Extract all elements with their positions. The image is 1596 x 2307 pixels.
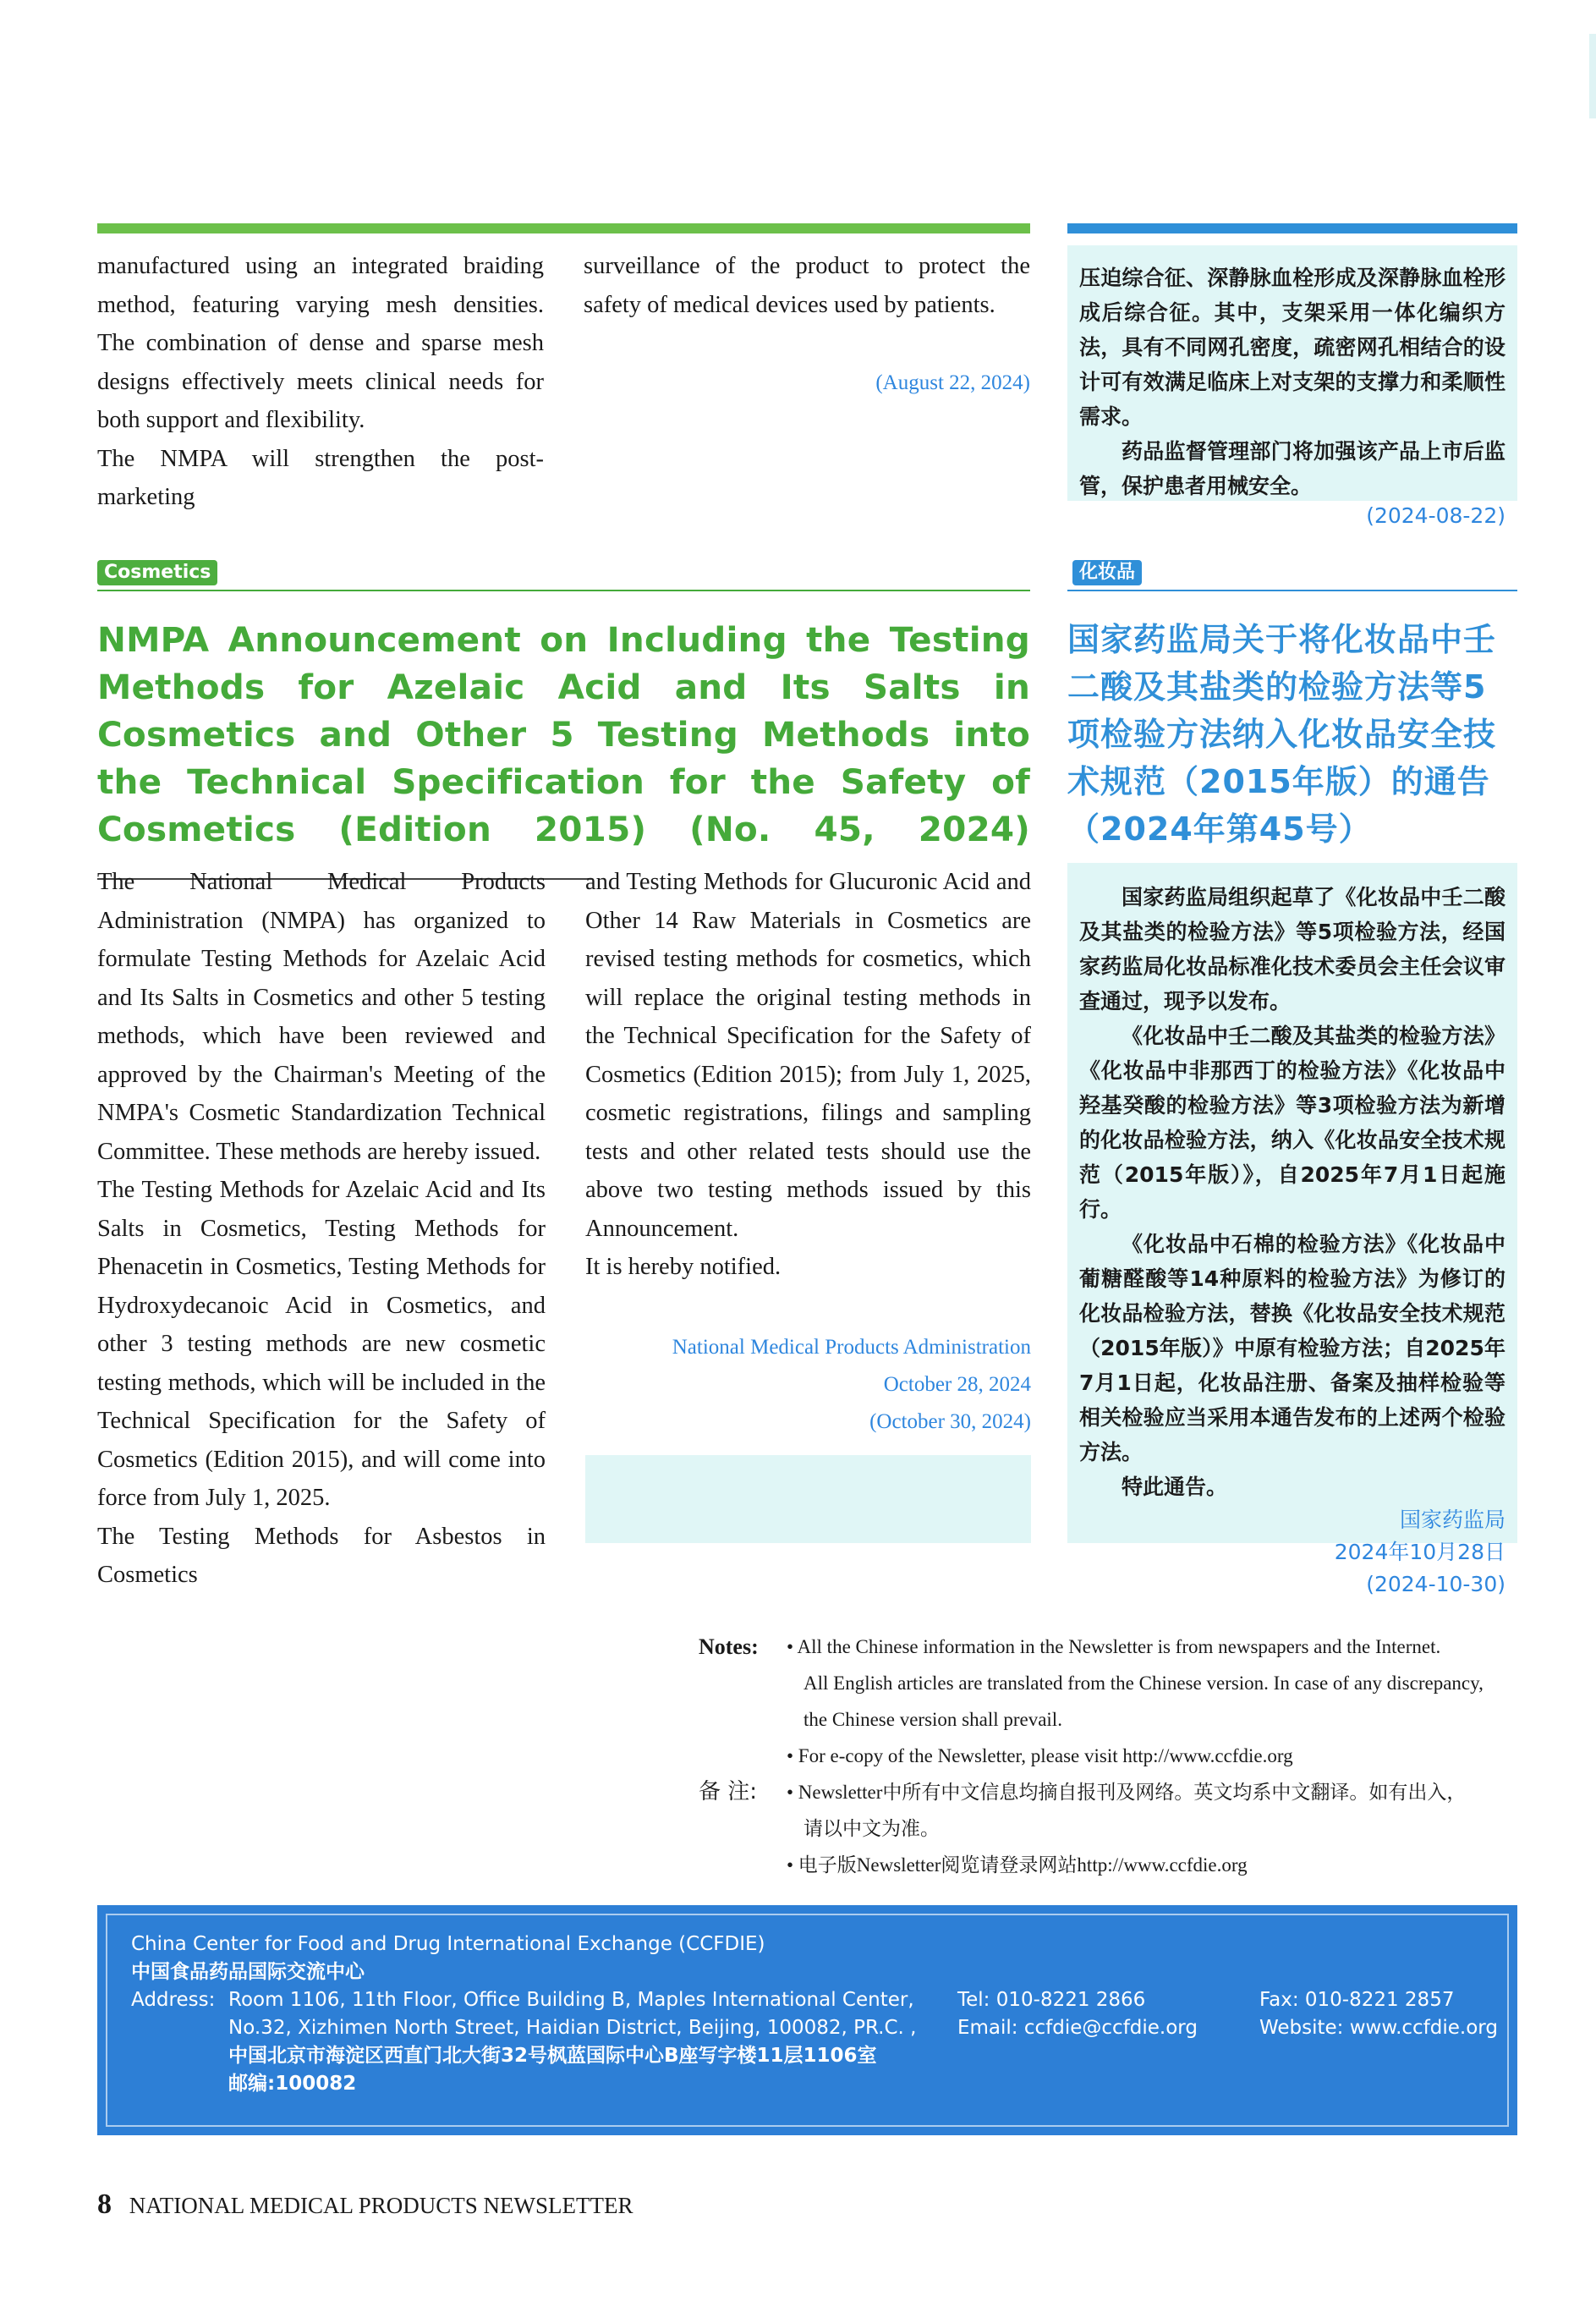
sign-date-cn: 2024年10月28日 — [1334, 1540, 1506, 1564]
article-title-cn — [1067, 616, 1517, 900]
body-cn-p2: 《化妆品中壬二酸及其盐类的检验方法》《化妆品中非那西丁的检验方法》《化妆品中羟基癸酸的检验方法》等3项检验方法为新增的化妆品检验方法，纳入《化妆品安全技术规范（2015年版）》，自2025年7月1日起施行。 — [1079, 1024, 1506, 1222]
notes-en-1b: All English articles are translated from the Chinese version. In case of any discrepancy, — [803, 1673, 1484, 1694]
footer-address-en2: No.32, Xizhimen North Street, Haidian District, Beijing, 100082, PR.C. , — [228, 2017, 917, 2039]
notes-cn-1a: • Newsletter中所有中文信息均摘自报刊及网络。英文均系中文翻译。如有出入， — [787, 1782, 1467, 1803]
top-blue-rule — [1067, 223, 1517, 233]
top-en-left-column — [97, 247, 544, 517]
decorative-cyan-box — [585, 1455, 1031, 1543]
top-cn-para2: 药品监督管理部门将加强该产品上市后监管，保护患者用械安全。 — [1079, 439, 1506, 498]
top-green-rule — [97, 223, 1030, 233]
page-footer — [97, 2189, 633, 2221]
top-cn-date: (2024-08-22) — [1366, 503, 1506, 528]
notes-label-en: Notes: — [699, 1634, 759, 1659]
body-cn-box — [1067, 863, 1517, 1596]
sign-date-en: October 28, 2024 — [883, 1372, 1031, 1396]
sign-org-en: National Medical Products Administration — [672, 1335, 1031, 1359]
article-title-en — [97, 616, 1030, 900]
body-cn-p1: 国家药监局组织起草了《化妆品中壬二酸及其盐类的检验方法》等5项检验方法，经国家药监局化妆品标准化技术委员会主任会议审查通过，现予以发布。 — [1079, 885, 1506, 1013]
top-cn-para1: 压迫综合征、深静脉血栓形成及深静脉血栓形成后综合征。其中，支架采用一体化编织方法，具有不同网孔密度，疏密网孔相结合的设计可有效满足临床上对支架的支撑力和柔顺性需求。 — [1079, 266, 1506, 429]
notes-cn-1b: 请以中文为准。 — [803, 1818, 940, 1839]
top-en-right-column — [584, 247, 1030, 402]
footer-address-label: Address: — [131, 1989, 216, 2011]
footer-postcode: 邮编:100082 — [228, 2073, 357, 2095]
body-en-right-p1: and Testing Methods for Glucuronic Acid and Other 14 Raw Materials in Cosmetics are revised testing methods for cosmetics, which will replace the original testing methods in the Technical Specification for the Safety of Cosmetics (Edition 2015); from July 1, 2025, cosmetic registrations, filings and sampling tests and other related tests should use the above two testing methods issued by this Announcement. — [585, 869, 1031, 1242]
section-tag-cn: 化妆品 — [1072, 560, 1142, 585]
contact-footer — [97, 1905, 1517, 2135]
en-tag-underline — [97, 590, 1030, 591]
footer-org-en: China Center for Food and Drug International Exchange (CCFDIE) — [131, 1933, 765, 1955]
body-cn-p4: 特此通告。 — [1122, 1475, 1228, 1499]
cn-tag-underline — [1067, 590, 1517, 591]
body-en-left-p2: The Testing Methods for Azelaic Acid and Its Salts in Cosmetics, Testing Methods for Phenacetin in Cosmetics, Testing Methods for Hydroxydecanoic Acid in Cosmetics, and other 3 testing methods are new cosmetic testing methods, which will be included in the Technical Specification for the Safety of Cosmetics (Edition 2015), and will come into force from July 1, 2025. — [97, 1177, 546, 1511]
footer-org-cn: 中国食品药品国际交流中心 — [131, 1961, 365, 1983]
article-title-cn-text: 国家药监局关于将化妆品中壬二酸及其盐类的检验方法等5项检验方法纳入化妆品安全技术规范（2015年版）的通告（2024年第45号） — [1067, 621, 1497, 848]
notes-en-1a: • All the Chinese information in the Newsletter is from newspapers and the Internet. — [787, 1636, 1441, 1657]
top-en-left-para: manufactured using an integrated braiding method, featuring varying mesh densities. The combination of dense and sparse mesh designs effectively meets clinical needs for both support and flexibility. — [97, 253, 544, 433]
footer-email[interactable]: Email: ccfdie@ccfdie.org — [957, 2017, 1198, 2039]
page-number: 8 — [97, 2189, 112, 2220]
footer-fax: Fax: 010-8221 2857 — [1259, 1989, 1455, 2011]
top-en-right-para: surveillance of the product to protect the safety of medical devices used by patients. — [584, 253, 1030, 318]
article-title-en-text: NMPA Announcement on Including the Testing Methods for Azelaic Acid and Its Salts in Cosmetics and Other 5 Testing Methods into the Technical Specification for the Safety of Cosmetics (Edition 2015) (No. 45, 2024) — [97, 619, 1030, 849]
notes-label-cn: 备 注: — [699, 1779, 758, 1804]
pub-date-en: (October 30, 2024) — [869, 1409, 1031, 1433]
notes-cn-2: • 电子版Newsletter阅览请登录网站http://www.ccfdie.org — [787, 1854, 1248, 1876]
body-en-right-column — [585, 863, 1031, 1441]
body-cn-p3: 《化妆品中石棉的检验方法》《化妆品中葡糖醛酸等14种原料的检验方法》为修订的化妆品检验方法，替换《化妆品安全技术规范（2015年版）》中原有检验方法；自2025年7月1日起，化妆品注册、备案及抽样检验等相关检验应当采用本通告发布的上述两个检验方法。 — [1079, 1232, 1506, 1464]
body-en-right-p2: It is hereby notified. — [585, 1254, 782, 1280]
section-tag-cosmetics: Cosmetics — [97, 560, 217, 585]
top-en-date: (August 22, 2024) — [875, 371, 1030, 394]
footer-address-en1: Room 1106, 11th Floor, Office Building B, Maples International Center, — [228, 1989, 914, 2011]
footer-address-cn: 中国北京市海淀区西直门北大街32号枫蓝国际中心B座写字楼11层1106室 — [228, 2045, 877, 2067]
sign-org-cn: 国家药监局 — [1399, 1508, 1506, 1532]
footer-tel: Tel: 010-8221 2866 — [957, 1989, 1146, 2011]
notes-en-2: • For e-copy of the Newsletter, please visit http://www.ccfdie.org — [787, 1745, 1293, 1766]
pub-date-cn: (2024-10-30) — [1366, 1572, 1506, 1596]
publication-name: NATIONAL MEDICAL PRODUCTS NEWSLETTER — [129, 2193, 633, 2218]
notes-en-1c: the Chinese version shall prevail. — [803, 1709, 1062, 1730]
body-en-left-p3: The Testing Methods for Asbestos in Cosmetics — [97, 1523, 546, 1588]
body-en-left-column — [97, 863, 546, 1595]
top-en-left-para2: The NMPA will strengthen the post-marketing — [97, 445, 544, 510]
footer-website[interactable]: Website: www.ccfdie.org — [1259, 2017, 1498, 2039]
page-edge-decoration — [1589, 34, 1596, 118]
body-en-left-p1: The National Medical Products Administration (NMPA) has organized to formulate Testing Methods for Azelaic Acid and Its Salts in Cosmetics and other 5 testing methods, which have been reviewed and approved by the Chairman's Meeting of the NMPA's Cosmetic Standardization Technical Committee. These methods are hereby issued. — [97, 869, 546, 1165]
top-cn-box — [1067, 245, 1517, 528]
